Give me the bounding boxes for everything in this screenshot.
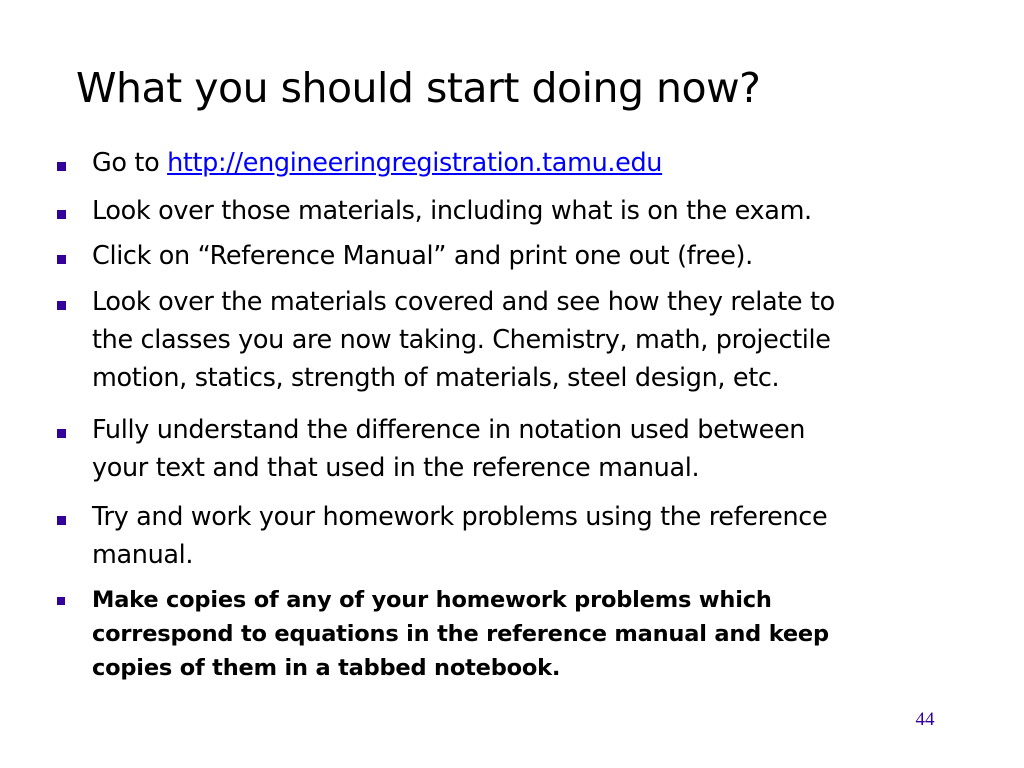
bullet-item-materials bbox=[92, 192, 992, 230]
square-bullet-icon bbox=[57, 429, 66, 438]
bullet-item-website bbox=[92, 144, 992, 182]
bullet-line: Make copies of any of your homework problems which bbox=[92, 587, 772, 613]
bullet-line: Try and work your homework problems using the reference bbox=[92, 502, 828, 532]
bullet-item-homework bbox=[92, 498, 992, 574]
bullet-line: Look over the materials covered and see how they relate to bbox=[92, 287, 835, 317]
bullet-line: manual. bbox=[92, 540, 194, 570]
bullet-item-classes bbox=[92, 283, 992, 397]
bullet-line: motion, statics, strength of materials, steel design, etc. bbox=[92, 363, 780, 393]
registration-link[interactable]: http://engineeringregistration.tamu.edu bbox=[167, 148, 663, 178]
slide-title: What you should start doing now? bbox=[76, 64, 761, 112]
bullet-line: Click on “Reference Manual” and print one out (free). bbox=[92, 241, 753, 271]
square-bullet-icon bbox=[57, 210, 66, 219]
bullet-item-copies bbox=[92, 583, 992, 685]
square-bullet-icon bbox=[57, 597, 65, 605]
bullet-line: Look over those materials, including what is on the exam. bbox=[92, 196, 812, 226]
bullet-text bbox=[92, 144, 992, 182]
bullet-line: Fully understand the difference in notation used between bbox=[92, 415, 806, 445]
bullet-line: the classes you are now taking. Chemistry, math, projectile bbox=[92, 325, 831, 355]
square-bullet-icon bbox=[57, 301, 66, 310]
bullet-line: your text and that used in the reference manual. bbox=[92, 453, 700, 483]
bullet-line: copies of them in a tabbed notebook. bbox=[92, 655, 561, 681]
page-number: 44 bbox=[915, 709, 935, 730]
square-bullet-icon bbox=[57, 516, 66, 525]
square-bullet-icon bbox=[57, 162, 66, 171]
bullet-item-reference-manual bbox=[92, 237, 992, 275]
bullet-line: correspond to equations in the reference manual and keep bbox=[92, 621, 829, 647]
bullet-item-notation bbox=[92, 411, 992, 487]
square-bullet-icon bbox=[57, 255, 66, 264]
bullet-prefix: Go to bbox=[92, 148, 168, 178]
